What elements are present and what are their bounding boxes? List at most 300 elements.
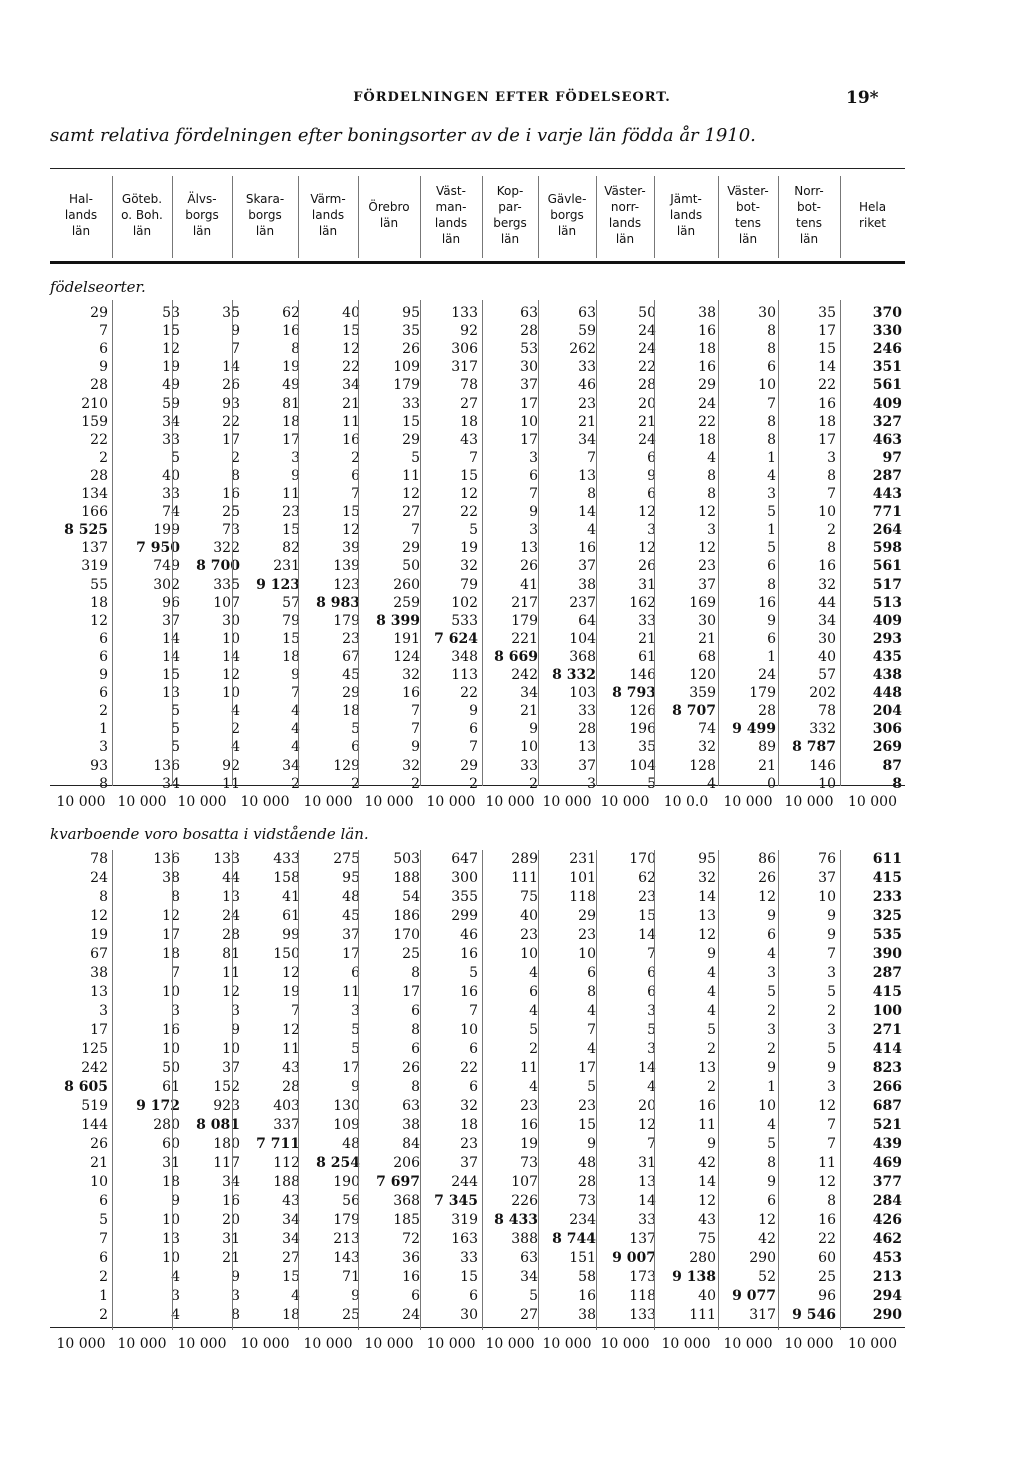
table-cell: 5	[171, 721, 180, 738]
column-divider	[482, 300, 483, 786]
table-cell: 359	[689, 685, 716, 702]
table-cell: 368	[569, 648, 596, 665]
running-head: FÖRDELNINGEN EFTER FÖDELSEORT.	[353, 90, 671, 105]
table-cell: 3	[827, 449, 836, 466]
table-cell: 10	[222, 630, 240, 647]
table-cell: 9	[529, 721, 538, 738]
total-cell: 10 000	[723, 1336, 773, 1352]
table-cell: 535	[872, 927, 902, 943]
table-cell: 12	[698, 1193, 716, 1209]
table-cell: 14	[578, 504, 596, 521]
table-cell: 287	[872, 467, 902, 484]
table-row	[0, 467, 1024, 486]
table-row	[0, 612, 1024, 631]
table-cell: 15	[282, 630, 300, 647]
table-cell: 9	[767, 908, 776, 924]
column-divider	[358, 850, 359, 1330]
table-cell: 368	[393, 1193, 420, 1209]
column-divider	[596, 300, 597, 786]
table-cell: 6	[99, 1193, 108, 1209]
table-cell: 463	[872, 431, 902, 448]
table-cell: 134	[81, 486, 108, 502]
section-label-birthplaces: födelseorter.	[50, 278, 146, 296]
table-cell: 18	[162, 946, 180, 962]
table-cell: 4	[767, 467, 776, 484]
table-cell: 63	[520, 1250, 538, 1266]
table-cell: 1	[767, 449, 776, 466]
table-cell: 125	[81, 1041, 108, 1057]
table-cell: 6	[411, 1288, 420, 1304]
table-cell: 29	[578, 908, 596, 924]
table-cell: 146	[629, 667, 656, 683]
table-cell: 5	[99, 1212, 108, 1228]
table-cell: 11	[222, 775, 240, 792]
table-cell: 6	[99, 630, 108, 647]
table-cell: 17	[578, 1060, 596, 1076]
table-cell: 29	[90, 305, 108, 321]
table-cell: 7	[291, 685, 300, 702]
table-cell: 206	[393, 1155, 420, 1171]
table-cell: 2	[231, 721, 240, 738]
table-cell: 4	[707, 1003, 716, 1019]
table-cell: 15	[282, 522, 300, 539]
table-cell: 749	[153, 558, 180, 575]
table-cell: 517	[872, 576, 902, 593]
table-cell: 102	[451, 594, 478, 611]
table-cell: 24	[222, 908, 240, 924]
table-cell: 15	[460, 467, 478, 484]
table-cell: 38	[578, 576, 596, 593]
table-cell: 7 697	[376, 1174, 420, 1190]
table-row	[0, 1040, 1024, 1059]
table-cell: 26	[402, 1060, 420, 1076]
column-divider	[112, 850, 113, 1330]
column-divider	[232, 300, 233, 786]
table-cell: 246	[872, 341, 902, 358]
table-cell: 6	[411, 1003, 420, 1019]
table-cell: 1	[767, 522, 776, 539]
table-cell: 242	[81, 1060, 108, 1076]
table-cell: 17	[520, 431, 538, 448]
table-cell: 771	[872, 504, 902, 521]
table-cell: 213	[872, 1269, 902, 1285]
table-cell: 29	[402, 431, 420, 448]
table-cell: 237	[569, 594, 596, 611]
table-cell: 34	[282, 757, 300, 774]
table-cell: 8	[767, 413, 776, 430]
table-cell: 4	[707, 984, 716, 1000]
table-row	[0, 485, 1024, 504]
table-row	[0, 576, 1024, 595]
table-cell: 17	[342, 1060, 360, 1076]
table-cell: 7 624	[434, 630, 478, 647]
table-row	[0, 1059, 1024, 1078]
table-cell: 124	[393, 648, 420, 665]
table-cell: 75	[520, 889, 538, 905]
table-row	[0, 1097, 1024, 1116]
table-cell: 34	[578, 431, 596, 448]
table-cell: 8	[411, 965, 420, 981]
table-cell: 513	[872, 594, 902, 611]
table-cell: 104	[629, 757, 656, 774]
table-cell: 49	[282, 377, 300, 394]
total-cell: 10 000	[177, 1336, 227, 1352]
table-cell: 13	[90, 984, 108, 1000]
table-cell: 38	[698, 305, 716, 321]
table-cell: 7	[827, 486, 836, 502]
table-cell: 12	[342, 522, 360, 539]
table-cell: 199	[153, 522, 180, 539]
total-cell: 10 000	[426, 794, 476, 810]
table-cell: 9	[231, 1269, 240, 1285]
table-cell: 7	[647, 1136, 656, 1152]
table-cell: 280	[153, 1117, 180, 1133]
table-cell: 16	[818, 1212, 836, 1228]
table-cell: 325	[872, 908, 902, 924]
table-cell: 43	[282, 1193, 300, 1209]
table-cell: 6	[647, 486, 656, 502]
table-cell: 8	[171, 889, 180, 905]
total-cell: 10 000	[56, 1336, 106, 1352]
table-row	[0, 666, 1024, 685]
table-cell: 33	[460, 1250, 478, 1266]
table-cell: 687	[872, 1098, 902, 1114]
table-cell: 9	[529, 504, 538, 521]
table-cell: 370	[872, 305, 902, 321]
table-cell: 337	[273, 1117, 300, 1133]
column-divider	[172, 300, 173, 786]
table-row	[0, 340, 1024, 359]
table-cell: 30	[818, 630, 836, 647]
table-cell: 29	[402, 540, 420, 557]
table-cell: 57	[818, 667, 836, 683]
table-cell: 12	[758, 889, 776, 905]
table-row	[0, 413, 1024, 432]
table-cell: 37	[342, 927, 360, 943]
table-cell: 12	[402, 486, 420, 502]
table-cell: 2	[767, 1041, 776, 1057]
table-cell: 35	[638, 739, 656, 756]
table-cell: 13	[578, 467, 596, 484]
table-cell: 9	[587, 1136, 596, 1152]
table-cell: 9 172	[136, 1098, 180, 1114]
table-cell: 163	[451, 1231, 478, 1247]
table-cell: 28	[90, 467, 108, 484]
table-cell: 22	[460, 504, 478, 521]
table-row	[0, 539, 1024, 558]
table-cell: 15	[282, 1269, 300, 1285]
column-header: Hela riket	[858, 200, 887, 230]
table-cell: 10	[222, 1041, 240, 1057]
table-cell: 79	[282, 612, 300, 629]
table-cell: 40	[698, 1288, 716, 1304]
table-cell: 23	[282, 504, 300, 521]
table-cell: 5	[171, 739, 180, 756]
total-cell: 10 000	[723, 794, 773, 810]
table-cell: 9	[351, 1288, 360, 1304]
table-cell: 93	[90, 757, 108, 774]
table-cell: 52	[758, 1269, 776, 1285]
column-header: Örebro län	[368, 200, 410, 230]
table-cell: 17	[282, 431, 300, 448]
table-cell: 16	[578, 1288, 596, 1304]
total-cell: 10 0.0	[663, 794, 709, 810]
table-cell: 50	[162, 1060, 180, 1076]
table-cell: 439	[872, 1136, 902, 1152]
table-cell: 159	[81, 413, 108, 430]
table-row	[0, 503, 1024, 522]
table-cell: 15	[342, 323, 360, 340]
table-cell: 63	[402, 1098, 420, 1114]
table-cell: 26	[90, 1136, 108, 1152]
table-cell: 503	[393, 851, 420, 867]
table-cell: 3	[827, 965, 836, 981]
column-divider	[840, 850, 841, 1330]
header-top-rule	[50, 168, 905, 169]
column-header: Värm- lands län	[310, 192, 346, 238]
column-header: Hal- lands län	[64, 192, 98, 238]
table-cell: 443	[872, 486, 902, 502]
table-cell: 75	[698, 1231, 716, 1247]
table-cell: 34	[282, 1231, 300, 1247]
table-cell: 5	[171, 703, 180, 720]
table-row	[0, 850, 1024, 869]
column-divider	[420, 176, 421, 258]
table-row	[0, 395, 1024, 414]
table-cell: 11	[282, 486, 300, 502]
table-cell: 6	[529, 467, 538, 484]
table-cell: 6	[647, 449, 656, 466]
table-cell: 23	[638, 889, 656, 905]
table-cell: 34	[520, 685, 538, 702]
table-cell: 50	[638, 305, 656, 321]
table-cell: 150	[273, 946, 300, 962]
table-cell: 81	[222, 946, 240, 962]
table-row	[0, 594, 1024, 613]
table-cell: 12	[90, 908, 108, 924]
table-cell: 136	[153, 757, 180, 774]
table-cell: 3	[231, 1003, 240, 1019]
table-cell: 92	[222, 757, 240, 774]
table-cell: 37	[520, 377, 538, 394]
table-cell: 61	[282, 908, 300, 924]
table-row	[0, 1154, 1024, 1173]
column-header: Kop- par- bergs län	[493, 184, 527, 246]
table-cell: 133	[451, 305, 478, 321]
table-cell: 48	[342, 1136, 360, 1152]
table-cell: 53	[520, 341, 538, 358]
table-cell: 26	[638, 558, 656, 575]
table-cell: 22	[460, 1060, 478, 1076]
column-divider	[840, 300, 841, 786]
table-cell: 33	[638, 1212, 656, 1228]
table-cell: 3	[647, 1041, 656, 1057]
table-cell: 2	[99, 1307, 108, 1323]
column-divider	[172, 850, 173, 1330]
column-divider	[654, 850, 655, 1330]
table-cell: 120	[689, 667, 716, 683]
totals-row	[0, 1333, 1024, 1355]
table-cell: 4	[587, 1003, 596, 1019]
table-cell: 561	[872, 377, 902, 394]
table-cell: 4	[529, 1003, 538, 1019]
table-cell: 2	[529, 775, 538, 792]
table-cell: 14	[638, 927, 656, 943]
table-cell: 11	[520, 1060, 538, 1076]
table-row	[0, 1078, 1024, 1097]
table-cell: 73	[578, 1193, 596, 1209]
table-cell: 28	[578, 721, 596, 738]
table-cell: 37	[818, 870, 836, 886]
table-cell: 3	[291, 449, 300, 466]
table-cell: 63	[520, 305, 538, 321]
table-cell: 126	[629, 703, 656, 720]
table-cell: 17	[162, 927, 180, 943]
column-divider	[112, 176, 113, 258]
table-cell: 34	[162, 775, 180, 792]
table-cell: 34	[818, 612, 836, 629]
table-cell: 20	[638, 1098, 656, 1114]
table-cell: 462	[872, 1231, 902, 1247]
table-cell: 18	[90, 594, 108, 611]
table-cell: 33	[578, 703, 596, 720]
table-cell: 26	[222, 377, 240, 394]
table-cell: 4	[291, 703, 300, 720]
table-cell: 9	[827, 908, 836, 924]
table-row	[0, 376, 1024, 395]
column-divider	[358, 300, 359, 786]
table-cell: 3	[767, 965, 776, 981]
table-cell: 185	[393, 1212, 420, 1228]
table-cell: 319	[451, 1212, 478, 1228]
table-cell: 111	[511, 870, 538, 886]
table-cell: 71	[342, 1269, 360, 1285]
table-cell: 63	[578, 305, 596, 321]
table-cell: 16	[402, 1269, 420, 1285]
table-cell: 23	[520, 927, 538, 943]
table-cell: 5	[827, 1041, 836, 1057]
table-cell: 48	[342, 889, 360, 905]
table-subtitle: samt relativa fördelningen efter boningsorter av de i varje län födda år 1910.	[50, 125, 756, 146]
table-cell: 231	[273, 558, 300, 575]
table-cell: 6	[99, 341, 108, 358]
table-cell: 35	[818, 305, 836, 321]
table-cell: 29	[460, 757, 478, 774]
table-cell: 7	[767, 395, 776, 412]
table-cell: 45	[342, 667, 360, 683]
table-cell: 33	[402, 395, 420, 412]
table-cell: 34	[520, 1269, 538, 1285]
table-cell: 18	[282, 648, 300, 665]
table-cell: 191	[393, 630, 420, 647]
table-cell: 24	[698, 395, 716, 412]
table-cell: 8	[411, 1079, 420, 1095]
table-cell: 12	[818, 1098, 836, 1114]
table-cell: 7	[529, 486, 538, 502]
table-cell: 8	[827, 1193, 836, 1209]
section-label-residents: kvarboende voro bosatta i vidstående län.	[50, 825, 369, 843]
table-cell: 300	[451, 870, 478, 886]
table-cell: 15	[402, 413, 420, 430]
table-cell: 16	[698, 323, 716, 340]
table-cell: 16	[402, 685, 420, 702]
table-cell: 144	[81, 1117, 108, 1133]
table-cell: 8 793	[612, 685, 656, 702]
table-cell: 162	[629, 594, 656, 611]
table-cell: 23	[698, 558, 716, 575]
table-cell: 173	[629, 1269, 656, 1285]
table-cell: 128	[689, 757, 716, 774]
table-cell: 30	[698, 612, 716, 629]
table-cell: 204	[872, 703, 902, 720]
table-cell: 10	[818, 504, 836, 521]
table-cell: 4	[767, 1117, 776, 1133]
table-cell: 36	[402, 1250, 420, 1266]
table-cell: 57	[282, 594, 300, 611]
table-cell: 14	[162, 630, 180, 647]
table-cell: 16	[818, 395, 836, 412]
table-cell: 6	[647, 984, 656, 1000]
total-cell: 10 000	[784, 794, 834, 810]
table-cell: 17	[90, 1022, 108, 1038]
table-cell: 26	[402, 341, 420, 358]
table-cell: 923	[213, 1098, 240, 1114]
table-cell: 7	[647, 946, 656, 962]
table-cell: 16	[520, 1117, 538, 1133]
table-cell: 15	[162, 323, 180, 340]
table-cell: 50	[402, 558, 420, 575]
table-cell: 448	[872, 685, 902, 702]
table-cell: 3	[529, 449, 538, 466]
table-cell: 38	[162, 870, 180, 886]
table-cell: 377	[872, 1174, 902, 1190]
table-row	[0, 1173, 1024, 1192]
table-cell: 7	[827, 946, 836, 962]
table-cell: 2	[99, 1269, 108, 1285]
table-cell: 118	[629, 1288, 656, 1304]
table-cell: 9	[767, 612, 776, 629]
table-cell: 10	[520, 413, 538, 430]
table-cell: 299	[451, 908, 478, 924]
table-cell: 10	[162, 1212, 180, 1228]
table-cell: 16	[282, 323, 300, 340]
column-divider	[596, 850, 597, 1330]
table-cell: 16	[460, 984, 478, 1000]
table-cell: 335	[213, 576, 240, 593]
table-cell: 24	[90, 870, 108, 886]
table-cell: 4	[587, 1041, 596, 1057]
column-divider	[420, 300, 421, 786]
table-cell: 231	[569, 851, 596, 867]
table-cell: 35	[402, 323, 420, 340]
table-cell: 7	[469, 1003, 478, 1019]
table-cell: 40	[520, 908, 538, 924]
table-cell: 8 787	[792, 739, 836, 756]
table-cell: 5	[529, 1022, 538, 1038]
total-cell: 10 000	[848, 1336, 897, 1352]
table-cell: 117	[213, 1155, 240, 1171]
table-cell: 14	[638, 1193, 656, 1209]
table-cell: 13	[578, 739, 596, 756]
total-cell: 10 000	[303, 794, 353, 810]
table-cell: 16	[698, 359, 716, 376]
table-row	[0, 557, 1024, 576]
table-cell: 24	[402, 1307, 420, 1323]
table-cell: 210	[81, 395, 108, 412]
table-row	[0, 630, 1024, 649]
table-cell: 8	[231, 1307, 240, 1323]
table-cell: 3	[171, 1003, 180, 1019]
